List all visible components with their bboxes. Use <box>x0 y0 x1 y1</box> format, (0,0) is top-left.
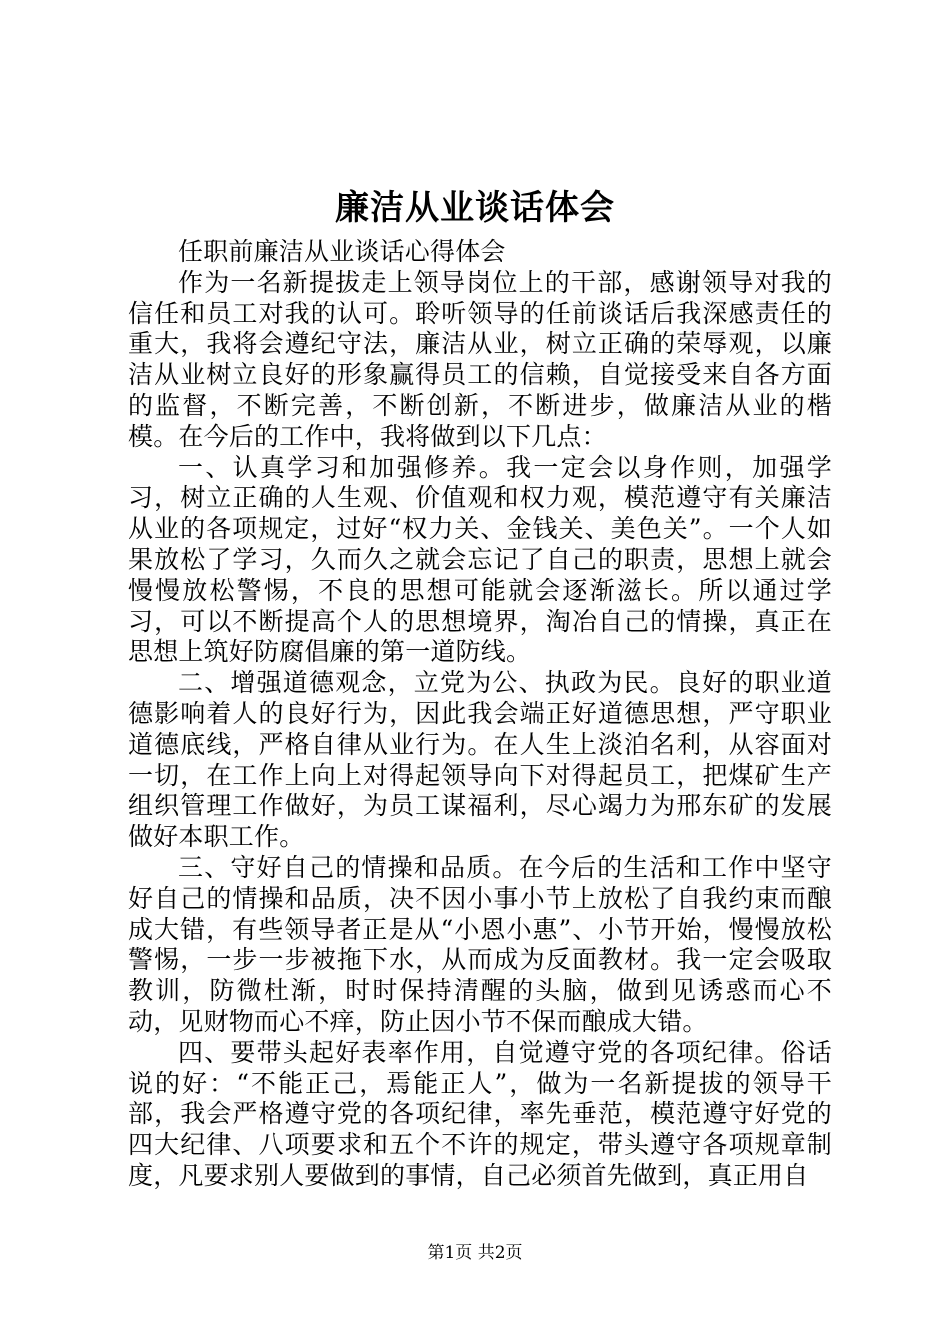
page-number-footer: 第1页 共2页 <box>427 1243 523 1263</box>
document-body <box>128 237 832 1192</box>
document-title: 廉洁从业谈话体会 <box>335 188 615 228</box>
subtitle-paragraph: 任职前廉洁从业谈话心得体会 <box>178 237 506 266</box>
point-one-paragraph: 一、认真学习和加强修养。我一定会以身作则，加强学习，树立正确的人生观、价值观和权力观，模范遵守有关廉洁从业的各项规定，过好“权力关、金钱关、美色关”。一个人如果放松了学习，久而久之就会忘记了自己的职责，思想上就会慢慢放松警惕，不良的思想可能就会逐渐滋长。所以通过学习，可以不断提高个人的思想境界，淘冶自己的情操，真正在思想上筑好防腐倡廉的第一道防线。 <box>128 452 832 667</box>
intro-paragraph: 作为一名新提拔走上领导岗位上的干部，感谢领导对我的信任和员工对我的认可。聆听领导的任前谈话后我深感责任的重大，我将会遵纪守法，廉洁从业，树立正确的荣辱观，以廉洁从业树立良好的形象赢得员工的信赖，自觉接受来自各方面的监督，不断完善，不断创新，不断进步，做廉洁从业的楷模。在今后的工作中，我将做到以下几点： <box>128 267 832 451</box>
point-four-paragraph: 四、要带头起好表率作用，自觉遵守党的各项纪律。俗话说的好：“不能正己，焉能正人”，做为一名新提拔的领导干部，我会严格遵守党的各项纪律，率先垂范，模范遵守好党的四大纪律、八项要求和五个不许的规定，带头遵守各项规章制度，凡要求别人要做到的事情，自己必须首先做到，真正用自 <box>128 1037 832 1190</box>
point-three-paragraph: 三、守好自己的情操和品质。在今后的生活和工作中坚守好自己的情操和品质，决不因小事小节上放松了自我约束而酿成大错，有些领导者正是从“小恩小惠”、小节开始，慢慢放松警惕，一步一步被拖下水，从而成为反面教材。我一定会吸取教训，防微杜渐，时时保持清醒的头脑，做到见诱惑而心不动，见财物而心不痒，防止因小节不保而酿成大错。 <box>128 852 832 1036</box>
point-two-paragraph: 二、增强道德观念，立党为公、执政为民。良好的职业道德影响着人的良好行为，因此我会端正好道德思想，严守职业道德底线，严格自律从业行为。在人生上淡泊名利，从容面对一切，在工作上向上对得起领导向下对得起员工，把煤矿生产组织管理工作做好，为员工谋福利，尽心竭力为邢东矿的发展做好本职工作。 <box>128 668 832 852</box>
